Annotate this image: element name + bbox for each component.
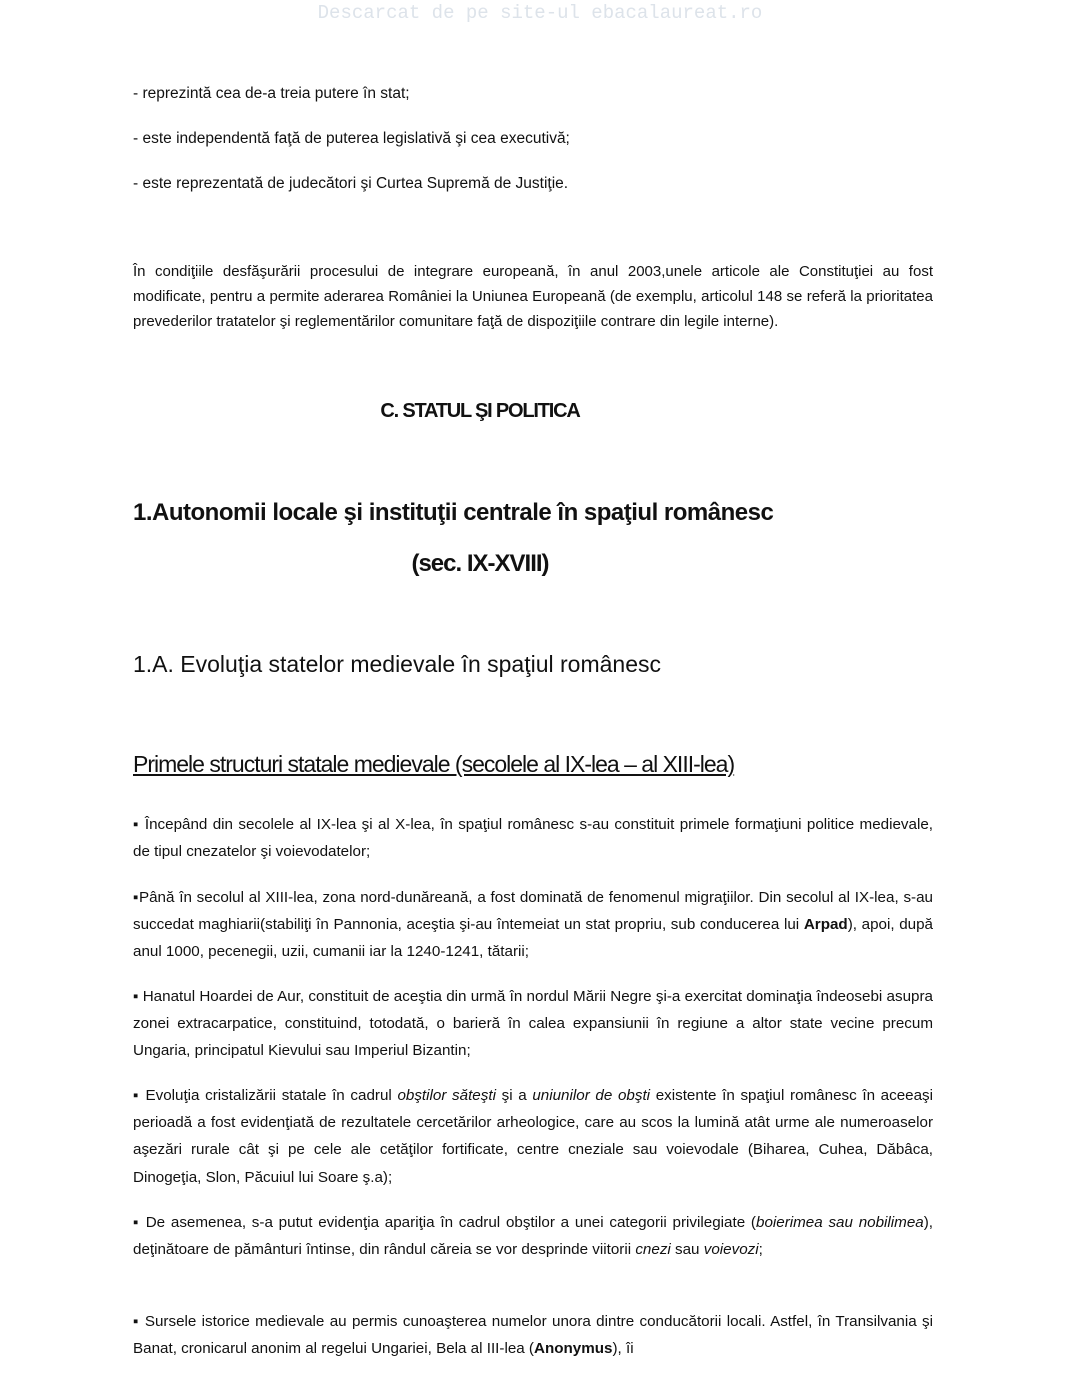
intro-paragraph: În condiţiile desfăşurării procesului de integrare europeană, în anul 2003,unele articole ale Constituţiei au fost modificate, pentru a permite aderarea României la Uniunea Europeană (de exemplu, articolul 148 se referă la prioritatea prevederilor tratatelor şi reglementărilor comunitare faţă de dispoziţiile contrare din legile interne). — [133, 263, 933, 330]
text: ▪ Evoluţia cristalizării statale în cadrul — [133, 1087, 398, 1104]
list-line: - reprezintă cea de-a treia putere în stat; — [133, 85, 410, 102]
text: ; — [758, 1241, 763, 1259]
text: ), deţinătoare de pământuri întinse, din rândul căreia se vor desprinde viitorii — [133, 1214, 934, 1259]
list-line: - este reprezentată de judecători şi Curtea Supremă de Justiţie. — [133, 175, 569, 192]
italic-text: obştilor săteşti — [397, 1087, 496, 1104]
text: ▪ Sursele istorice medievale au permis cunoaşterea numelor unora dintre conducătorii locali. Astfel, în Transilvania şi Banat, cronicarul anonim al regelui Ungariei, Bela al III-lea ( — [133, 1313, 933, 1358]
bullet-paragraph — [133, 884, 933, 966]
list-line: - este independentă faţă de puterea legislativă şi cea executivă; — [133, 130, 570, 147]
section-heading: C. STATUL ŞI POLITICA — [380, 400, 580, 422]
bullet-paragraph — [133, 983, 933, 1065]
bold-text: Arpad — [803, 916, 848, 934]
bullet-paragraph — [133, 811, 933, 865]
italic-text: voievozi — [703, 1241, 759, 1259]
text: şi a — [495, 1087, 533, 1104]
chapter-heading-period: (sec. IX-XVIII) — [411, 550, 549, 577]
watermark: Descarcat de pe site-ul ebacalaureat.ro — [317, 2, 763, 24]
bullet-paragraph — [133, 1209, 933, 1263]
text: ▪ De asemenea, s-a putut evidenţia apariţia în cadrul obştilor a unei categorii privilegiate ( — [133, 1214, 756, 1231]
bullet-paragraph — [133, 1308, 933, 1362]
text: ▪Până în secolul al XIII-lea, zona nord-dunăreană, a fost dominată de fenomenul migraţiilor. Din secolul al IX-lea, s-au succedat maghiarii(stabiliţi în Pannonia, aceştia şi-au întemeiat un stat propriu, sub conducerea lui — [133, 889, 933, 934]
text: existente în spaţiul românesc în aceeaşi perioadă a fost evidenţiată de rezultatele cercetărilor arheologice, care au scos la lumină atât urme ale numeroaselor aşezări rurale cât şi pe cele ale cetăţilor fortificate, centre cneziale sau voievodale (Biharea, Cuhea, Dăbâca, Dinogeţia, Slon, Păcuiul lui Soare ş.a); — [133, 1087, 934, 1186]
text: sau — [670, 1241, 704, 1259]
italic-text: boierimea sau nobilimea — [756, 1214, 924, 1231]
subchapter-heading: 1.A. Evoluţia statelor medievale în spaţiul românesc — [133, 651, 661, 677]
chapter-heading: 1.Autonomii locale şi instituţii centrale în spaţiul românesc — [133, 499, 774, 526]
italic-text: uniunilor de obşti — [532, 1087, 651, 1104]
text: ), apoi, după anul 1000, pecenegii, uzii, cumanii iar la 1240-1241, tătarii; — [133, 916, 933, 961]
text: ▪ Hanatul Hoardei de Aur, constituit de aceştia din urmă în nordul Mării Negre şi-a exercitat dominaţia îndeosebi asupra zonei extracarpatice, constituind, totodată, o barieră în calea expansiunii în regiune a altor state vecine precum Ungaria, principatul Kievului sau Imperiul Bizantin; — [133, 988, 933, 1060]
bold-text: Anonymus — [534, 1340, 613, 1358]
text: ▪ Începând din secolele al IX-lea şi al X-lea, în spaţiul românesc s-au constituit primele formaţiuni politice medievale, de tipul cnezatelor şi voievodatelor; — [133, 816, 933, 861]
text: ), îi — [612, 1340, 634, 1358]
topic-heading: Primele structuri statale medievale (secolele al IX-lea – al XIII-lea) — [133, 751, 735, 777]
bullet-paragraph — [133, 1082, 933, 1191]
italic-text: cnezi — [635, 1241, 671, 1259]
